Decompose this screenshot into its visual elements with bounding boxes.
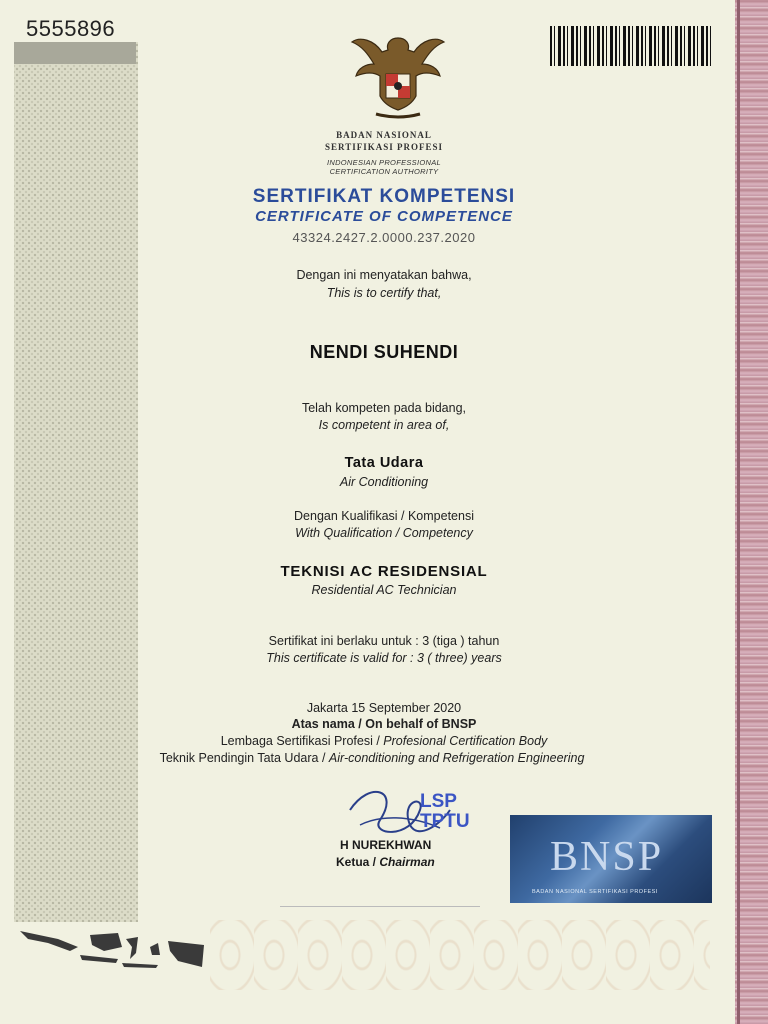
- issue-body: [0, 734, 768, 748]
- issue-field-en: Air-conditioning and Refrigeration Engineering: [328, 751, 585, 765]
- issue-field: [0, 751, 756, 765]
- validity-text-en: This certificate is valid for : 3 ( three) years: [266, 651, 502, 665]
- signature-line: [280, 906, 480, 907]
- holder-name: NENDI SUHENDI: [309, 342, 459, 362]
- issue-place-date: Jakarta 15 September 2020: [306, 701, 462, 715]
- bnsp-logo-subtext: BADAN NASIONAL SERTIFIKASI PROFESI: [532, 889, 658, 895]
- authority-en-line-1: INDONESIAN PROFESSIONAL: [326, 158, 441, 167]
- signatory-name: H NUREKHWAN: [340, 838, 432, 852]
- certificate-title: SERTIFIKAT KOMPETENSI: [252, 186, 516, 207]
- lsp-logo-line-1: LSP: [420, 791, 457, 812]
- issue-body-id: Lembaga Sertifikasi Profesi /: [220, 734, 384, 748]
- qualification-intro: Dengan Kualifikasi / Kompetensi: [294, 509, 474, 523]
- issue-behalf: Atas nama / On behalf of BNSP: [291, 717, 477, 731]
- lsp-logo: [420, 792, 470, 832]
- qualification-intro-en: With Qualification / Competency: [295, 526, 473, 540]
- validity-text: Sertifikat ini berlaku untuk : 3 (tiga ) tahun: [268, 634, 500, 648]
- barcode: [550, 26, 712, 66]
- certificate-number: 43324.2427.2.0000.237.2020: [292, 230, 476, 245]
- indonesia-map-icon: [18, 925, 208, 985]
- signatory-role-id: Ketua /: [336, 855, 380, 869]
- authority-line-2: SERTIFIKASI PROFESI: [325, 142, 443, 152]
- area-name-en: Air Conditioning: [339, 475, 429, 489]
- qualification-name-en: Residential AC Technician: [311, 583, 457, 597]
- garuda-emblem-icon: [346, 30, 450, 122]
- area-intro-en: Is competent in area of,: [318, 418, 450, 432]
- bnsp-hologram: [510, 815, 712, 903]
- lsp-logo-line-2: TPTU: [420, 811, 470, 832]
- serial-band: [14, 42, 136, 64]
- certificate-subtitle: CERTIFICATE OF COMPETENCE: [255, 208, 513, 225]
- certify-text-en: This is to certify that,: [326, 286, 442, 300]
- authority-line-1: BADAN NASIONAL: [336, 130, 432, 140]
- bnsp-logo-text: BNSP: [550, 834, 664, 880]
- signatory-role-en: Chairman: [379, 855, 435, 869]
- qualification-name: TEKNISI AC RESIDENSIAL: [280, 563, 488, 580]
- guilloche-pattern: [210, 920, 710, 990]
- authority-en-line-2: CERTIFICATION AUTHORITY: [329, 167, 439, 176]
- signatory-role: [336, 855, 435, 869]
- area-name: Tata Udara: [344, 455, 424, 471]
- serial-number: 5555896: [26, 16, 116, 41]
- area-intro: Telah kompeten pada bidang,: [301, 401, 466, 415]
- certify-text: Dengan ini menyatakan bahwa,: [296, 268, 472, 282]
- issue-body-en: Profesional Certification Body: [383, 734, 548, 748]
- issue-field-id: Teknik Pendingin Tata Udara /: [159, 751, 329, 765]
